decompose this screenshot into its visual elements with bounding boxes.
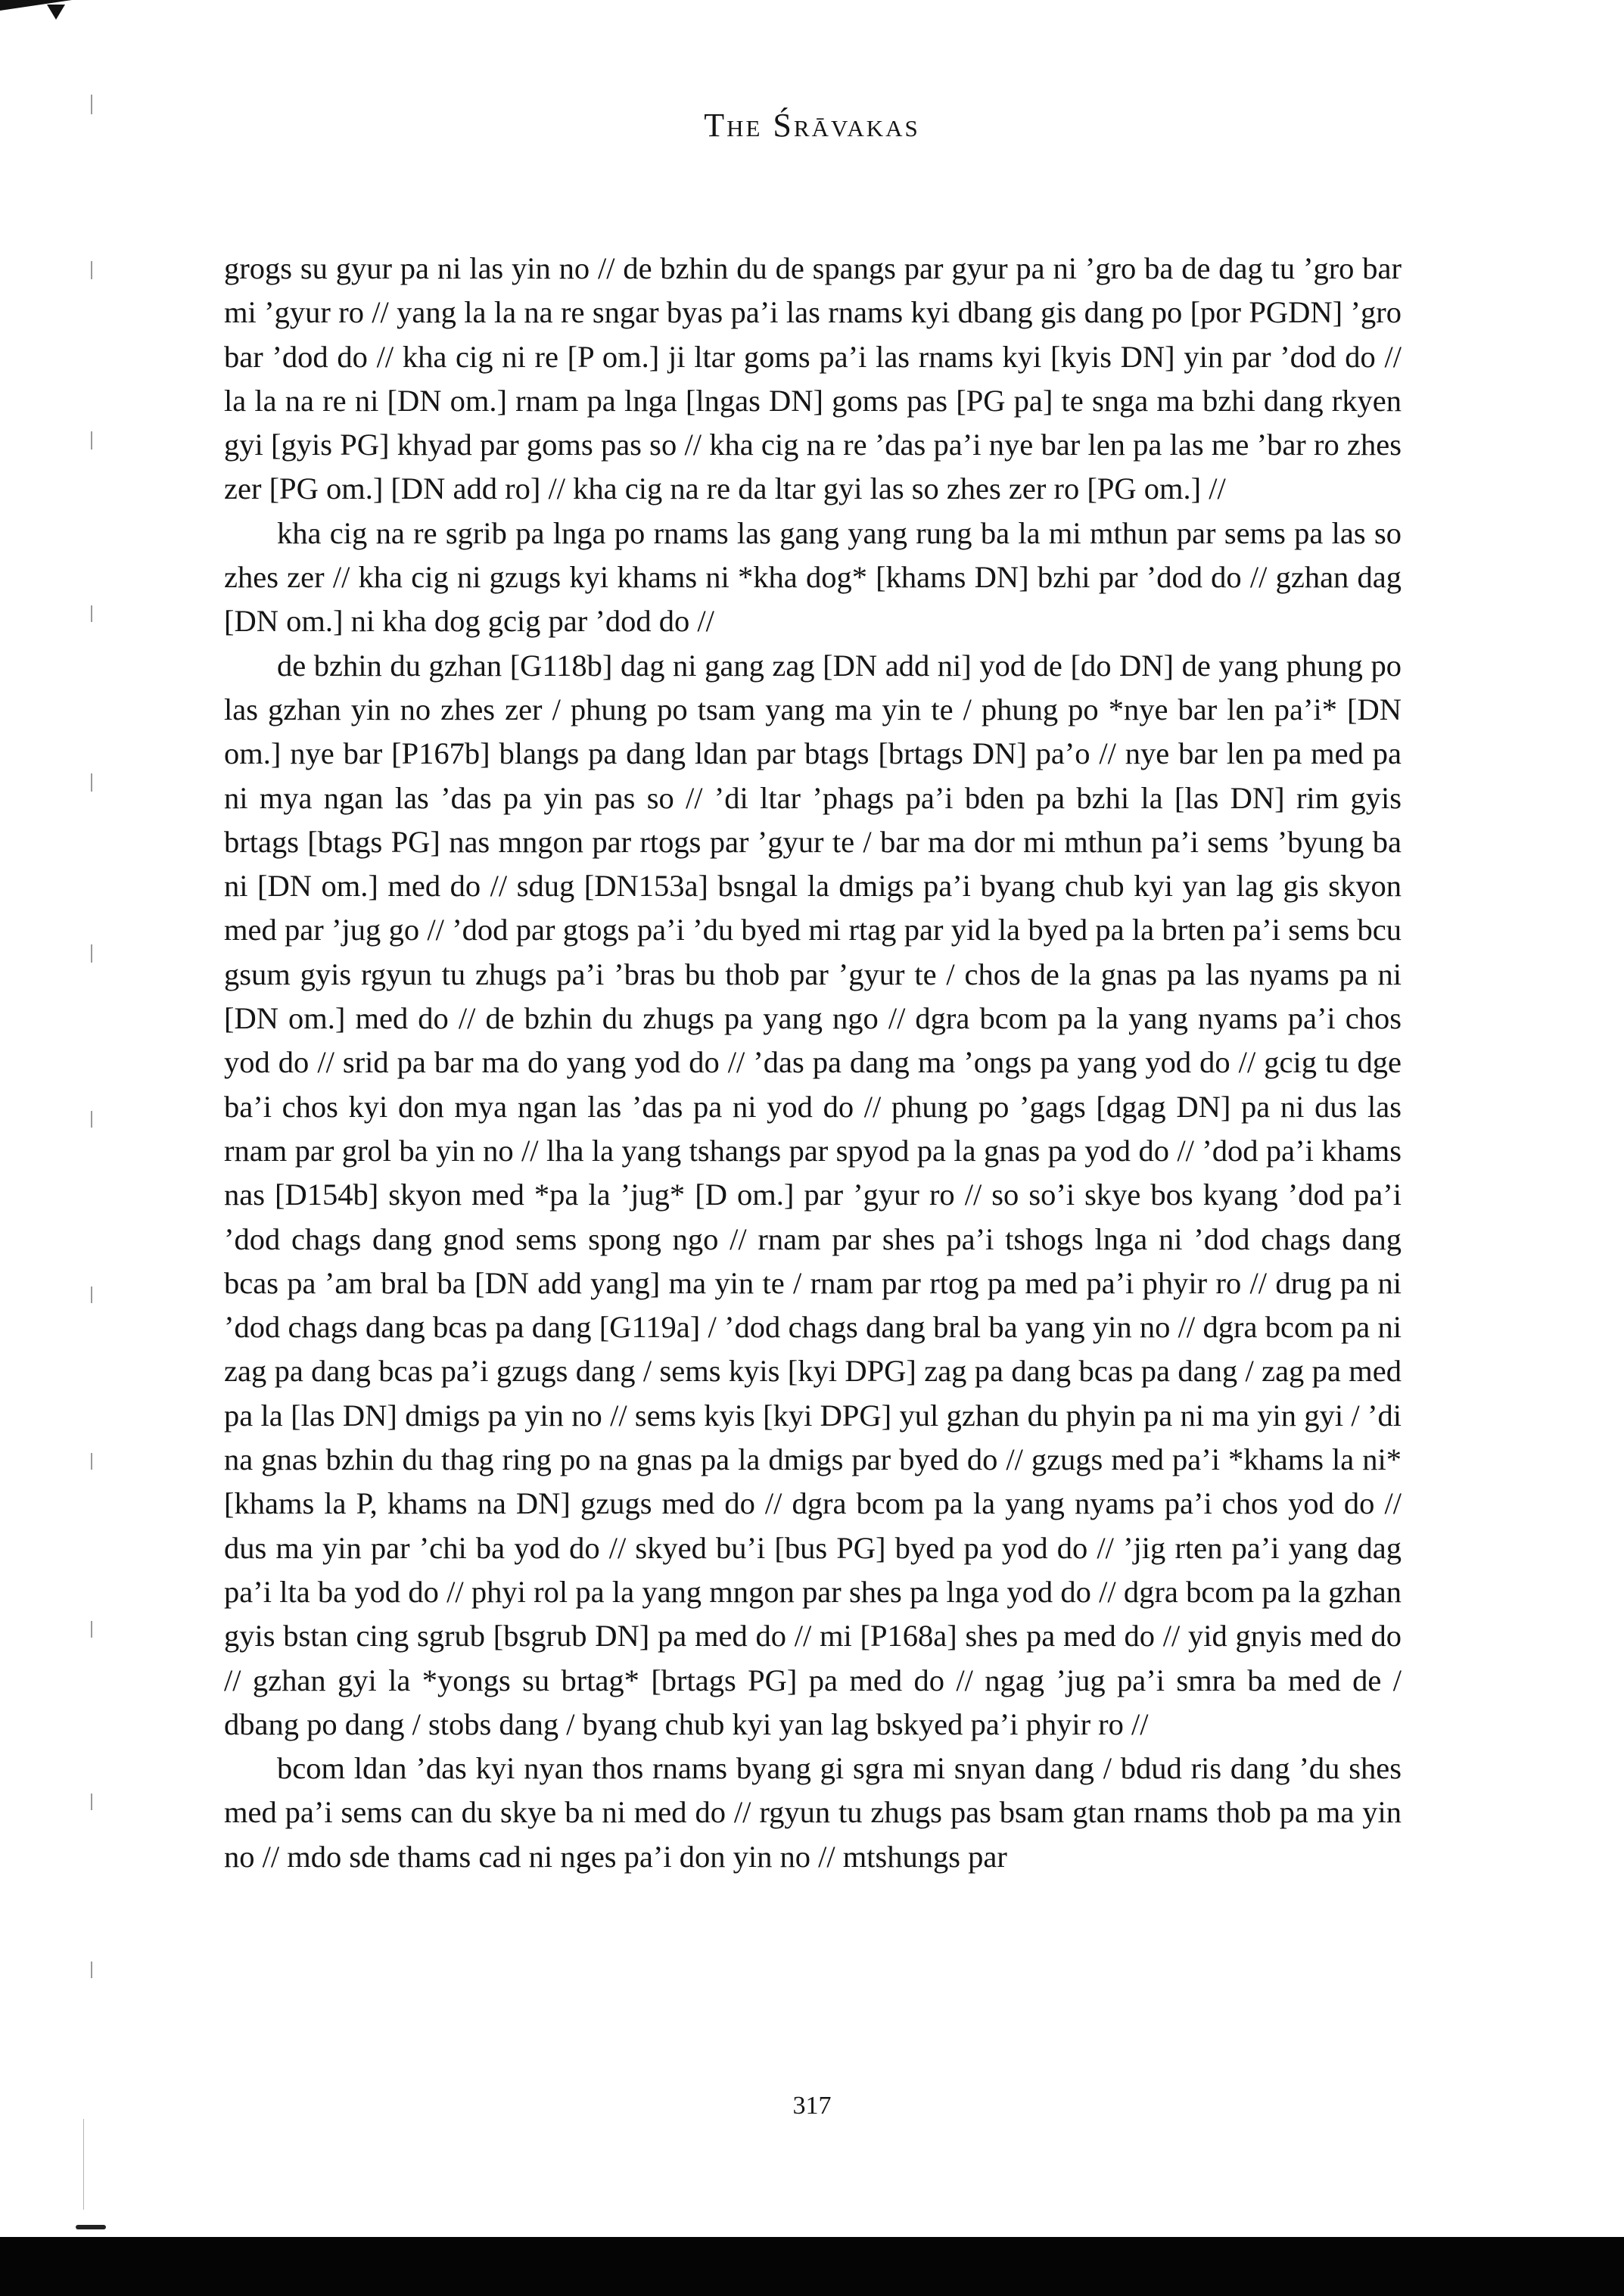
- margin-tick: [91, 605, 92, 622]
- paragraph: bcom ldan ’das kyi nyan thos rnams byang gi sgra mi snyan dang / bdud ris dang ’du shes med pa’i sems can du skye ba ni med do // rgyun tu zhugs pas bsam gtan rnams thob pa ma yin no // mdo sde thams cad ni nges pa’i don yin no // mtshungs par: [224, 1751, 1402, 1874]
- margin-tick: [91, 431, 92, 450]
- paragraph: kha cig na re sgrib pa lnga po rnams las gang yang rung ba la mi mthun par sems pa las so zhes zer // kha cig ni gzugs kyi khams ni *kha dog* [khams DN] bzhi par ’dod do // gzhan dag [DN om.] ni kha dog gcig par ’dod do //: [224, 515, 1402, 639]
- paragraph: de bzhin du gzhan [G118b] dag ni gang zag [DN add ni] yod de [do DN] de yang phung po las gzhan yin no zhes zer / phung po tsam yang ma yin te / phung po *nye bar len pa’i* [DN om.] nye bar [P167b] blangs pa dang ldan par btags [brtags DN] pa’o // nye bar len pa med pa ni mya ngan las ’das pa yin pas so // ’di ltar ’phags pa’i bden pa bzhi la [las DN] rim gyis brtags [btags PG] nas mngon par rtogs par ’gyur te / bar ma dor mi mthun pa’i sems ’byung ba ni [DN om.] med do // sdug [DN153a] bsngal la dmigs pa’i byang chub kyi yan lag gis skyon med par ’jug go // ’dod par gtogs pa’i ’du byed mi rtag par yid la byed pa la brten pa’i sems bcu gsum gyis rgyun tu zhugs pa’i ’bras bu thob par ’gyur te / chos de la gnas pa las nyams pa ni [DN om.] med do // de bzhin du zhugs pa yang ngo // dgra bcom pa la yang nyams pa’i chos yod do // srid pa bar ma do yang yod do // ’das pa dang ma ’ongs pa yang yod do // gcig tu dge ba’i chos kyi don mya ngan las ’das pa ni yod do // phung po ’gags [dgag DN] pa ni dus las rnam par grol ba yin no // lha la yang tshangs par spyod pa la gnas pa yod do // ’dod pa’i khams nas [D154b] skyon med *pa la ’jug* [D om.] par ’gyur ro // so so’i skye bos kyang ’dod pa’i ’dod chags dang gnod sems spong ngo // rnam par shes pa’i tshogs lnga ni ’dod chags dang bcas pa ’am bral ba [DN add yang] ma yin te / rnam par rtog pa med pa’i phyir ro // drug pa ni ’dod chags dang bcas pa dang [G119a] / ’dod chags dang bral ba yang yin no // dgra bcom pa ni zag pa dang bcas pa’i gzugs dang / sems kyis [kyi DPG] zag pa dang bcas pa dang / zag pa med pa la [las DN] dmigs pa yin no // sems kyis [kyi DPG] yul gzhan du phyin pa ni ma yin gyi / ’di na gnas bzhin du thag ring po na gnas pa la dmigs par byed do // gzugs med pa’i *khams la ni* [khams la P, khams na DN] gzugs med do // dgra bcom pa la yang nyams pa’i chos yod do // dus ma yin par ’chi ba yod do // skyed bu’i [bus PG] byed pa yod do // ’jig rten pa’i yang dag pa’i lta ba yod do // phyi rol pa la yang mngon par shes pa lnga yod do // dgra bcom pa la gzhan gyis bstan cing sgrub [bsgrub DN] pa med do // mi [P168a] shes pa med do // yid gnyis med do // gzhan gyi la *yongs su brtag* [brtags PG] pa med do // ngag ’jug pa’i smra ba med de / dbang po dang / stobs dang / byang chub kyi yan lag bskyed pa’i phyir ro //: [224, 648, 1402, 1741]
- main-text: [224, 247, 1402, 1879]
- margin-tick: [91, 1794, 92, 1810]
- running-head: The Śrāvakas: [704, 107, 920, 144]
- margin-tick: [91, 1453, 92, 1470]
- scan-corner-mark-tail: [47, 5, 65, 20]
- margin-tick: [91, 773, 92, 792]
- page-number: 317: [792, 2092, 832, 2120]
- margin-tick: [91, 261, 92, 279]
- margin-tick: [91, 1111, 92, 1128]
- scan-bottom-band: [0, 2237, 1624, 2296]
- margin-tick: [91, 944, 92, 963]
- margin-tick: [91, 1286, 92, 1303]
- paragraph: grogs su gyur pa ni las yin no // de bzhin du de spangs par gyur pa ni ’gro ba de dag tu ’gro bar mi ’gyur ro // yang la la na re sngar byas pa’i las rnams kyi dbang gis dang po [por PGDN] ’gro bar ’dod do // kha cig ni re [P om.] ji ltar goms pa’i las rnams kyi [kyis DN] yin par ’dod do // la la na re ni [DN om.] rnam pa lnga [lngas DN] goms pas [PG pa] te snga ma bzhi dang rkyen gyi [gyis PG] khyad par goms pas so // kha cig na re ’das pa’i nye bar len pa las me ’bar ro zhes zer [PG om.] [DN add ro] // kha cig na re da ltar gyi las so zhes zer ro [PG om.] //: [224, 251, 1402, 506]
- scan-edge-line: [83, 2119, 84, 2210]
- margin-tick: [91, 1962, 92, 1978]
- margin-tick: [91, 1621, 92, 1638]
- scan-edge-mark: [76, 2225, 106, 2229]
